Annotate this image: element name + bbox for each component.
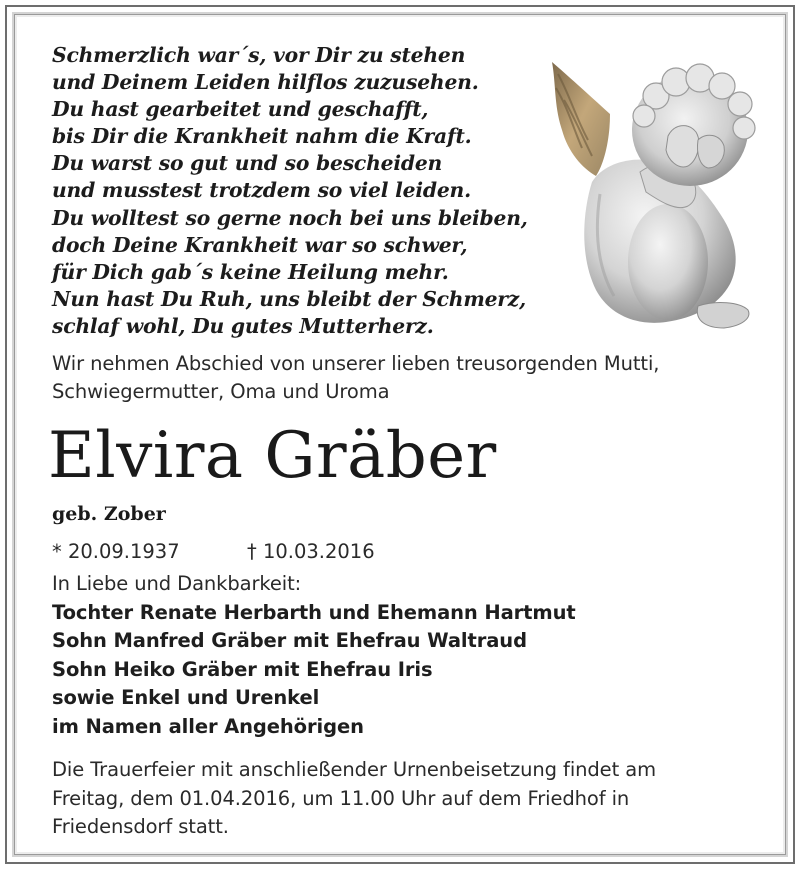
poem-line: und Deinem Leiden hilflos zuzusehen. xyxy=(52,70,479,95)
poem-line: Du wolltest so gerne noch bei uns bleiben, xyxy=(52,205,528,230)
maiden-name: geb. Zober xyxy=(52,503,166,525)
poem-line: Du hast gearbeitet und geschafft, xyxy=(52,97,429,122)
funeral-line: Die Trauerfeier mit anschließender Urnenbeisetzung findet am xyxy=(52,758,656,781)
death-date: † 10.03.2016 xyxy=(247,540,375,563)
poem-line: und musstest trotzdem so viel leiden. xyxy=(52,178,471,203)
mourner-line: sowie Enkel und Urenkel xyxy=(52,686,320,709)
poem-line: bis Dir die Krankheit nahm die Kraft. xyxy=(52,124,472,149)
life-dates xyxy=(52,539,375,565)
funeral-line: Friedensdorf statt. xyxy=(52,815,229,838)
funeral-line: Freitag, dem 01.04.2016, um 11.00 Uhr auf dem Friedhof in xyxy=(52,786,630,810)
mourner-line: Sohn Heiko Gräber mit Ehefrau Iris xyxy=(52,657,433,681)
birth-date: * 20.09.1937 xyxy=(52,540,180,563)
poem-line: doch Deine Krankheit war so schwer, xyxy=(52,232,468,257)
mourners-lead: In Liebe und Dankbarkeit: xyxy=(52,572,302,595)
mourner-line: Sohn Manfred Gräber mit Ehefrau Waltraud xyxy=(52,629,527,652)
weeping-cherub-statue-icon xyxy=(548,44,762,340)
poem-line: schlaf wohl, Du gutes Mutterherz. xyxy=(52,313,434,338)
deceased-name: Elvira Gräber xyxy=(48,419,497,493)
mourners xyxy=(52,570,576,741)
intro-line: Schwiegermutter, Oma und Uroma xyxy=(52,380,390,403)
poem-line: Nun hast Du Ruh, uns bleibt der Schmerz, xyxy=(52,286,526,311)
poem-line: Du warst so gut und so bescheiden xyxy=(52,151,443,176)
mourner-line: Tochter Renate Herbarth und Ehemann Hartmut xyxy=(52,600,576,624)
mourner-line: im Namen aller Angehörigen xyxy=(52,714,364,738)
funeral-notice xyxy=(52,756,656,842)
poem-line: Schmerzlich war´s, vor Dir zu stehen xyxy=(52,43,466,67)
poem xyxy=(52,42,528,340)
intro-line: Wir nehmen Abschied von unserer lieben treusorgenden Mutti, xyxy=(52,352,660,375)
poem-line: für Dich gab´s keine Heilung mehr. xyxy=(52,259,449,284)
intro-text xyxy=(52,350,659,406)
